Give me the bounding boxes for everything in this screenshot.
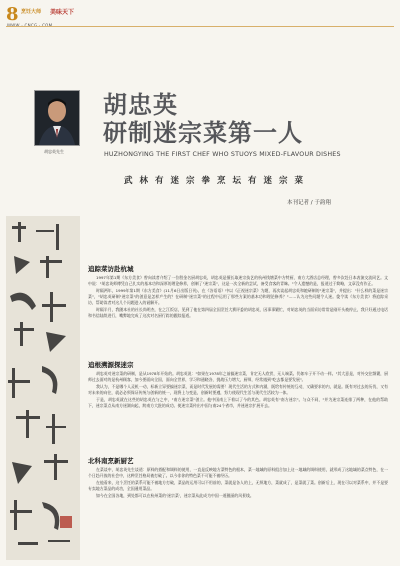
page-header: [6, 6, 394, 28]
headline-name: 胡忠英: [103, 90, 178, 119]
chef-portrait: [34, 90, 80, 146]
article-section-1: [88, 264, 388, 320]
subtitle: 武林有迷宗拳烹坛有迷宗菜: [124, 176, 311, 186]
paragraph: 我认为，不是哪个人灵机一动，标新立异要搞迷宗菜，而是时代发展的需要！现代生活的方式和内涵，既给有传统的互动，又确要求的内，就是。既有对过去的历伐，又有对未来的向往，就必必须保证传统与创新的统一，现将上与变是，创新时要遵，努力使现代生活与现代生活较为一体。: [88, 384, 388, 395]
paragraph: 时隔半月，我随本社的社长尚明杰，在之江饭店，见到了他在第四届全国烹饪大赛评委的胡忠英，因事事繁忙，对胡忠英的当面采访常常是刚开头被停止，我只好通过电话和书信陆续进行，嘴弊地完成了这次对名厨行踪的跟踪报道。: [88, 307, 388, 318]
page-number: 8: [6, 4, 19, 25]
section-heading: 追根溯源探迷宗: [88, 361, 134, 369]
calligraphy-image: [6, 216, 80, 560]
magazine-name: 美味天下: [50, 9, 75, 16]
calligraphy-strip: [6, 216, 80, 560]
section-heading: 北科南烹新厨艺: [88, 457, 134, 465]
headline-main: 研制迷宗菜第一人: [103, 118, 303, 147]
byline: 本刊记者 / 于韵翔: [287, 200, 331, 206]
photo-caption: 胡忠英先生: [44, 149, 64, 154]
paragraph: 胡忠英对迷宗菜的研制，是从1978年开始的。胡忠英说："如果在1978年之前搞迷宗菜，肯定无人欣赏，无人端菜。仍如车子开不动一样。"其大意是，对外交往频繁，厨师过去面对的是杭州顾客，加今要面向全国，面向全世界，学习和通晓各，挑战压力增大，厨师，经常遇到"吃去都是要发展"。: [88, 371, 388, 382]
english-title: HUZHONGYING THE FIRST CHEF WHO STUOYS MIXED-FLAVOUR DISHES: [104, 151, 341, 158]
article-section-2: [88, 360, 388, 410]
paragraph: 于是，胡忠英就在这些的胡忠英在与之中，"南方迷宗菜"创立。他中国南上下着以了今的其色。胡忠英有"南方迷宗"。与众不同，"并为迷宗菜连排了两种，在他的帮助下，迷宗菜点从南方迷湖向起，跨南方大批的成功。使迷宗菜传出中国与南24个省市，并迷迷宗扩展开去。: [88, 397, 388, 408]
paragraph: 如今在全国各地，到处都可以在杭州菜的'迷宗菜'，迷宗菜从此成为中国一道靓丽的风景线。: [96, 493, 254, 498]
paragraph: 时隔两年，1999年第1期《东方美食》(11月6日出版日刊)，在《各语语》中以《正视迷宗菜》为题，再次谈起胡忠英和她研制的"迷宗菜"，并提出："什么样的菜是迷宗菜"，"胡忠英研制"迷宗菜"的创意是怎样产生的？在研制"迷宗菜"的过程中运用了那些方案的基本功和理论修养？"……认为这些问题令人迷。俊令读《东方美食》将追踪采访，帮助读者对这几个问题进入的谜解开。: [88, 288, 388, 305]
article-section-3: [88, 456, 388, 500]
section-heading: 追踪菜访赴杭城: [88, 265, 134, 273]
header-divider: [6, 26, 394, 27]
paragraph: 1997年第1期《东方美食》曾向读者介绍了一位殷金名厨胡忠英，胡忠英是擅长取迷宗技艺的杭州钱塘菜中方特厨，南方大酒店总经理，曾多次赴日本表演交流同艺。文中说："胡忠英师傅凭自己扎实的基本功和深厚的理论修养，创制了"迷宗菜"，这是一次全新的尝试，备受食客的青睐。"令人遗憾的是，报道过于简略，文章没有作正。: [88, 275, 388, 286]
paragraph: 在他看来，这个烹饪的菜系可能不被地方打破，菜品的运用可以不用前的，菜就是各人的上，无须地方，菜就成了，是菜就了菜。创新后上，现在可以对菜系中，并不是要专卖地方菜品的成功，全国通用菜品。: [88, 480, 388, 491]
paragraph: 在菜谈中，胡忠英先生谈道：原料的搭配和调料的使用，一直是反映地方菜特色的根本，菜一地域的原料组合加上这一地域的调料使用，就形成了这地域的菜点特色，在一个日趋开放的社会中，这种烹饪格局被打破了。以今非你的特色菜不可能不被经历。: [88, 467, 388, 478]
column-name: 烹饪大师: [21, 9, 42, 15]
